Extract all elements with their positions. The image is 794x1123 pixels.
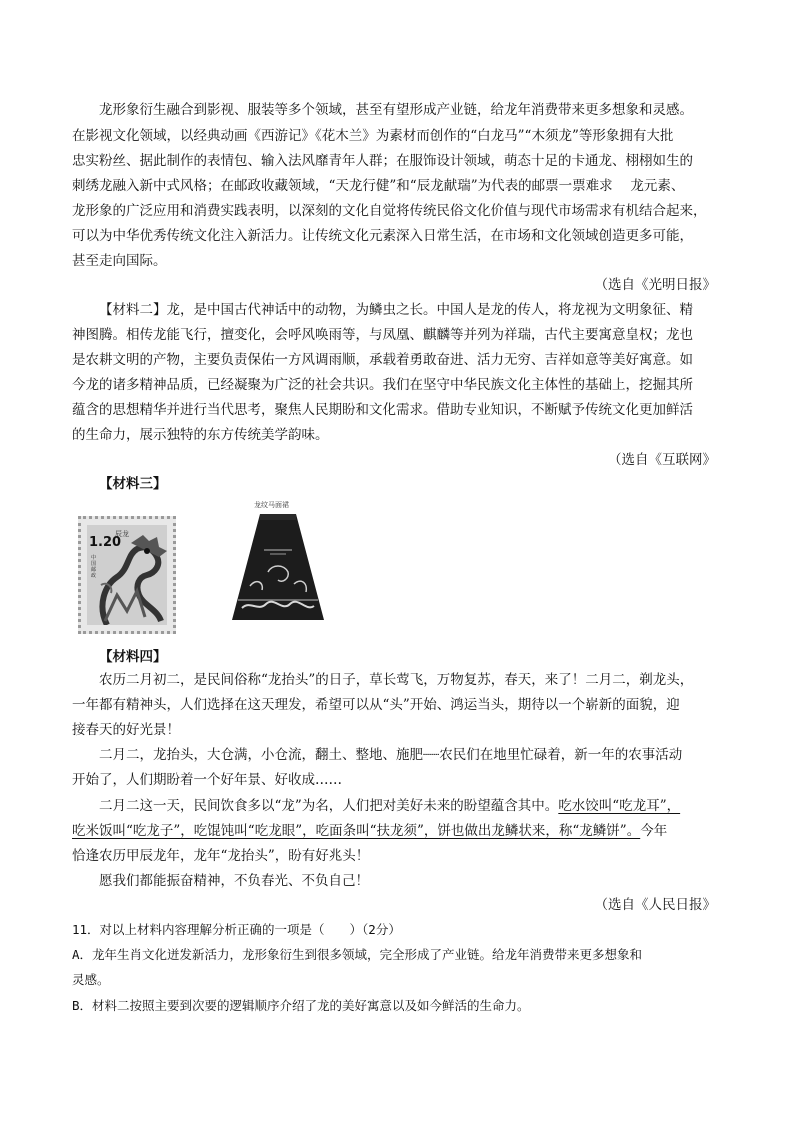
material4-line: 农历二月初二，是民间俗称“龙抬头”的日子，草长莺飞，万物复苏，春天，来了！二月二，剃龙头， bbox=[99, 672, 694, 688]
skirt-caption: 龙纹马面裙 bbox=[254, 501, 289, 509]
material1-line: 刺绣龙融入新中式风格；在邮政收藏领域，“天龙行健”和“辰龙献瑞”为代表的邮票一票难求 龙元素、 bbox=[72, 178, 685, 194]
dragon-stamp-image bbox=[78, 516, 176, 634]
material1-line: 龙形象衍生融合到影视、服装等多个领域，甚至有望形成产业链，给龙年消费带来更多想象和灵感。 bbox=[99, 102, 693, 118]
stamp-label: 辰龙 bbox=[115, 530, 129, 538]
dragon-skirt-image bbox=[228, 512, 328, 624]
material4-line: 开始了，人们期盼着一个好年景、好收成…… bbox=[72, 772, 342, 788]
material4-line bbox=[72, 822, 732, 840]
material2-line: 神图腾。相传龙能飞行，擅变化，会呼风唤雨等，与凤凰、麒麟等并列为祥瑞，古代主要寓意皇权；龙也 bbox=[72, 327, 693, 343]
material4-line: 一年都有精神头，人们选择在这天理发，希望可以从“头”开始、鸿运当头，期待以一个崭新的面貌，迎 bbox=[72, 697, 680, 713]
material1-line: 在影视文化领域，以经典动画《西游记》《花木兰》为素材而创作的“白龙马”“木须龙”等形象拥有大批 bbox=[72, 128, 674, 144]
material2-source: （选自《互联网》 bbox=[608, 452, 716, 468]
question-stem: 11．对以上材料内容理解分析正确的一项是（ ）（2分） bbox=[72, 922, 401, 937]
option-b[interactable]: B．材料二按照主要到次要的逻辑顺序介绍了龙的美好寓意以及如今鲜活的生命力。 bbox=[72, 998, 530, 1013]
material4-line: 接春天的好光景！ bbox=[72, 722, 180, 738]
underlined-text: 吃米饭叫“吃龙子”，吃馄饨叫“吃龙眼”，吃面条叫“扶龙须”，饼也做出龙鳞状来，称“龙鳞饼”。 bbox=[72, 823, 641, 839]
material4-heading: 【材料四】 bbox=[99, 649, 167, 665]
material2-line: 蕴含的思想精华并进行当代思考，聚焦人民期盼和文化需求。借助专业知识，不断赋予传统文化更加鲜活 bbox=[72, 402, 693, 418]
material2-line: 是农耕文明的产物，主要负责保佑一方风调雨顺，承载着勇敢奋进、活力无穷、吉祥如意等美好寓意。如 bbox=[72, 352, 693, 368]
material1-line: 忠实粉丝、据此制作的表情包、输入法风靡青年人群；在服饰设计领域，萌态十足的卡通龙、栩栩如生的 bbox=[72, 153, 693, 169]
material1-line: 甚至走向国际。 bbox=[72, 253, 167, 269]
material1-source: （选自《光明日报》 bbox=[594, 277, 716, 293]
material4-line: 恰逢农历甲辰龙年，龙年“龙抬头”，盼有好兆头！ bbox=[72, 848, 370, 864]
option-a-cont: 灵感。 bbox=[72, 972, 110, 987]
underlined-text: 吃水饺叫“吃龙耳”， bbox=[558, 798, 681, 814]
option-a[interactable]: A．龙年生肖文化迸发新活力，龙形象衍生到很多领域，完全形成了产业链。给龙年消费带来更多想象和 bbox=[72, 947, 643, 962]
material2-line: 今龙的诸多精神品质，已经凝聚为广泛的社会共识。我们在坚守中华民族文化主体性的基础上，挖掘其所 bbox=[72, 377, 693, 393]
material1-line: 龙形象的广泛应用和消费实践表明，以深刻的文化自觉将传统民俗文化价值与现代市场需求有机结合起来， bbox=[72, 203, 707, 219]
stamp-country: 中国邮政 bbox=[91, 555, 97, 579]
material2-line: 的生命力，展示独特的东方传统美学韵味。 bbox=[72, 427, 329, 443]
material4-line: 二月二，龙抬头，大仓满，小仓流，翻土、整地、施肥┈┈农民们在地里忙碌着，新一年的农事活动 bbox=[99, 747, 683, 763]
material1-line: 可以为中华优秀传统文化注入新活力。让传统文化元素深入日常生活，在市场和文化领域创造更多可能， bbox=[72, 228, 693, 244]
material4-text: 今年 bbox=[640, 823, 668, 839]
material4-source: （选自《人民日报》 bbox=[594, 897, 716, 913]
material2-line: 【材料二】龙，是中国古代神话中的动物，为鳞虫之长。中国人是龙的传人，将龙视为文明象征、精 bbox=[99, 302, 693, 318]
material3-heading: 【材料三】 bbox=[99, 476, 167, 492]
material4-line bbox=[99, 797, 732, 815]
material4-text: 二月二这一天，民间饮食多以“龙”为名，人们把对美好未来的盼望蕴含其中。 bbox=[99, 798, 559, 814]
stamp-value: 1.20 bbox=[89, 535, 122, 550]
material4-line: 愿我们都能振奋精神，不负春光、不负自己！ bbox=[99, 873, 369, 889]
